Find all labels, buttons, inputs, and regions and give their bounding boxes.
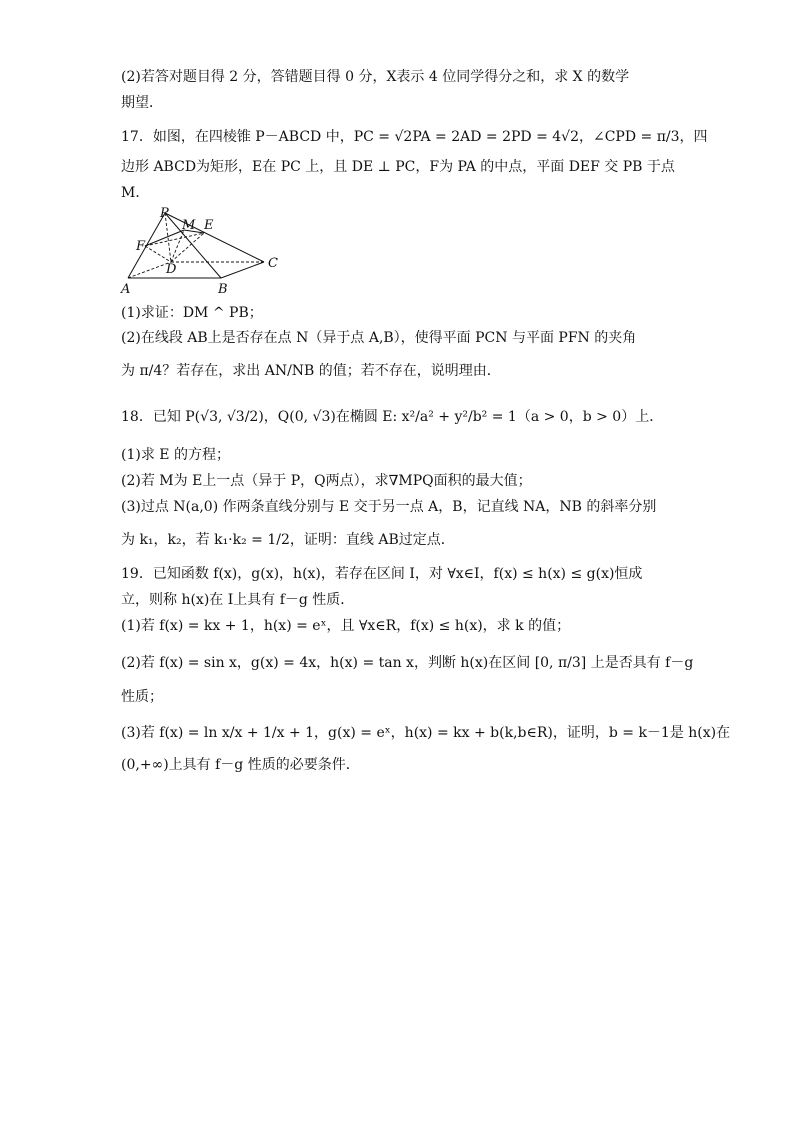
- text-line: (1)若 f(x) = kx + 1，h(x) = eˣ，且 ∀x∈R，f(x) ≤ h(x)，求 k 的值；: [121, 618, 571, 634]
- text-line: 期望．: [121, 95, 163, 111]
- text-line: 为 π/4？若存在，求出 AN/NB 的值；若不存在，说明理由．: [121, 363, 501, 379]
- figure-label-d: D: [166, 262, 177, 277]
- text-line: (2)在线段 AB上是否存在点 N（异于点 A,B），使得平面 PCN 与平面 PFN 的夹角: [121, 330, 637, 346]
- figure-label-b: B: [218, 282, 228, 297]
- figure-label-e: E: [204, 218, 214, 233]
- text-line: 18．已知 P(√3, √3/2)，Q(0, √3)在椭圆 E: x²/a² + y²/b² = 1（a > 0，b > 0）上．: [121, 409, 664, 425]
- text-line: (2)若答对题目得 2 分，答错题目得 0 分，X表示 4 位同学得分之和，求 X 的数学: [121, 69, 630, 85]
- text-line: 为 k₁，k₂，若 k₁·k₂ = 1/2，证明：直线 AB过定点．: [121, 532, 455, 548]
- pyramid-figure: [118, 205, 293, 300]
- text-line: (2)若 f(x) = sin x，g(x) = 4x，h(x) = tan x，判断 h(x)在区间 [0, π/3] 上是否具有 f－g: [121, 655, 694, 671]
- figure-label-m: M: [182, 218, 196, 233]
- figure-label-p: P: [160, 206, 169, 221]
- text-line: (1)求证：DM ^ PB；: [121, 305, 263, 321]
- text-line: M．: [121, 185, 150, 201]
- text-line: 性质；: [121, 689, 163, 705]
- figure-label-c: C: [268, 256, 278, 271]
- text-line: 边形 ABCD为矩形，E在 PC 上，且 DE ⊥ PC，F为 PA 的中点，平面 DEF 交 PB 于点: [121, 159, 675, 175]
- text-line: 19．已知函数 f(x)，g(x)，h(x)，若存在区间 I，对 ∀x∈I，f(x) ≤ h(x) ≤ g(x)恒成: [121, 566, 643, 582]
- text-line: (3)若 f(x) = ln x/x + 1/x + 1，g(x) = eˣ，h(x) = kx + b(k,b∈R)，证明，b = k－1是 h(x)在: [121, 725, 731, 741]
- text-line: (2)若 M为 E上一点（异于 P，Q两点），求∇MPQ面积的最大值；: [121, 473, 532, 489]
- figure-label-a: A: [121, 282, 131, 297]
- figure-label-f: F: [136, 239, 146, 254]
- text-line: 17．如图，在四棱锥 P－ABCD 中，PC = √2PA = 2AD = 2PD = 4√2，∠CPD = π/3，四: [121, 129, 708, 145]
- text-line: 立，则称 h(x)在 I上具有 f－g 性质．: [121, 592, 355, 608]
- text-line: (3)过点 N(a,0) 作两条直线分别与 E 交于另一点 A，B，记直线 NA，NB 的斜率分别: [121, 499, 657, 515]
- text-line: (0,+∞)上具有 f－g 性质的必要条件．: [121, 757, 360, 773]
- text-line: (1)求 E 的方程；: [121, 447, 230, 463]
